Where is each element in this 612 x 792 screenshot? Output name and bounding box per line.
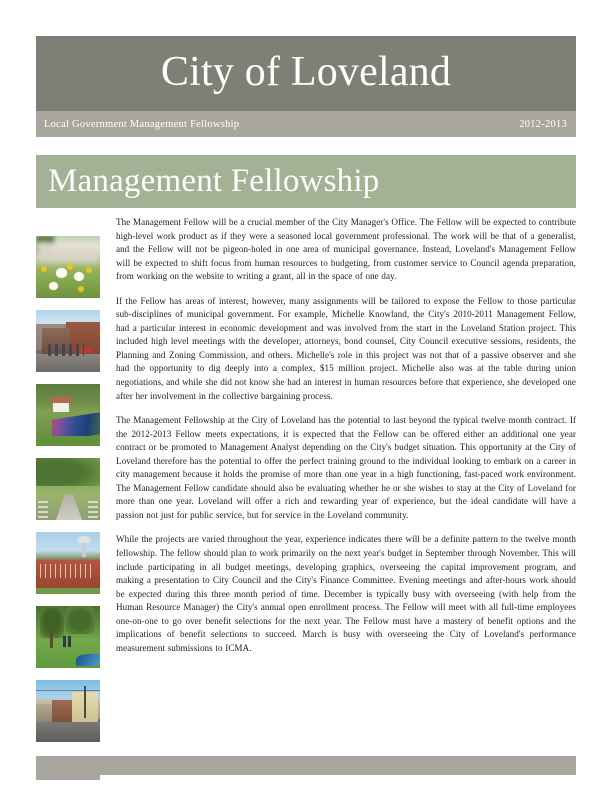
park-lawn-figures-photo: [36, 606, 100, 668]
program-year-label: 2012-2013: [519, 118, 567, 130]
paragraph-role-overview: The Management Fellow will be a crucial member of the City Manager's Office. The Fellow will be expected to contribute high-level work product as if they were a seasoned local government professional. The work will be that of a generalist, and the Fellow will not be pigeon-holed in one area of municipal governance. Instead, Loveland's Management Fellow will be expected to shift focus from human resources to budgeting, from customer service to Council agenda preparation, from working on the website to writing a grant, all in the space of one day.: [116, 217, 576, 282]
section-title: Management Fellowship: [48, 163, 380, 199]
section-heading-band: [36, 155, 576, 208]
article-body: [116, 216, 576, 655]
park-gazebo-mural-photo: [36, 384, 100, 446]
page-title: City of Loveland: [160, 49, 452, 95]
wildflowers-and-river-photo: [36, 236, 100, 298]
paragraph-fellowship-duration: The Management Fellowship at the City of Loveland has the potential to last beyond the typical twelve month contract. If the 2012-2013 Fellow meets expectations, it is expected that the Fellow can be offered either an additional one year contract or be promoted to Management Analyst depending on the City's budget situation. This opportunity at the City of Loveland therefore has the potential to offer the perfect training ground to the individual looking to embark on a career in city management because it holds the promise of more than one year in a high functioning, fast-paced work environment. The Management Fellow candidate should also be evaluating whether he or she wishes to stay at the City of Loveland for more than one year. Loveland will offer a rich and rewarding year of experience, but the ideal candidate will have a passion not just for public service, but for service in the Loveland community.: [116, 415, 576, 520]
tennis-courts-water-tower-photo: [36, 532, 100, 594]
tree-lined-path-photo: [36, 458, 100, 520]
paragraph-areas-of-interest: If the Fellow has areas of interest, however, many assignments will be tailored to expose the Fellow to those particular sub-disciplines of municipal government. For example, Michelle Knowland, the City's 2010-2011 Management Fellow, had a particular interest in economic development and was involved from the start in the Loveland Station project. This included high level meetings with the developer, attorneys, bond counsel, City Council executive sessions, residents, the Planning and Zoning Commission, and others. Michelle's role in this project was not that of a passive observer and she had the opportunity to dig deeply into a complex, $15 million project. Michelle also was at the table during union negotiations, and while she did not know she had an interest in human resources before that experience, she developed one after her involvement in the collective bargaining process.: [116, 295, 576, 401]
footer-band: [36, 756, 576, 775]
masthead-subtitle-strip: [36, 111, 576, 137]
downtown-street-bicycles-photo: [36, 310, 100, 372]
program-name-label: Local Government Management Fellowship: [44, 118, 240, 130]
masthead-banner: [36, 36, 576, 137]
paragraph-annual-work-pattern: While the projects are varied throughout the year, experience indicates there will be a definite pattern to the twelve month fellowship. The fellow should plan to work primarily on the next year's budget in September through November. This will include participating in all budget meetings, developing graphics, overseeing the capital improvement program, and making a presentation to City Council and the City's Finance Committee. Evening meetings and after-hours work should be expected during this three month period of time. December is typically busy with overseeing (with help from the Human Resource Manager) the City's annual open enrollment process. The Fellow will meet with all full-time employees one-on-one to go over benefit selections for the next year. The Fellow must have a mastery of benefit options and the implications of benefit selections to succeed. March is busy with overseeing the City of Loveland's performance measurement submissions to ICMA.: [116, 534, 576, 653]
main-street-storefronts-photo: [36, 680, 100, 742]
